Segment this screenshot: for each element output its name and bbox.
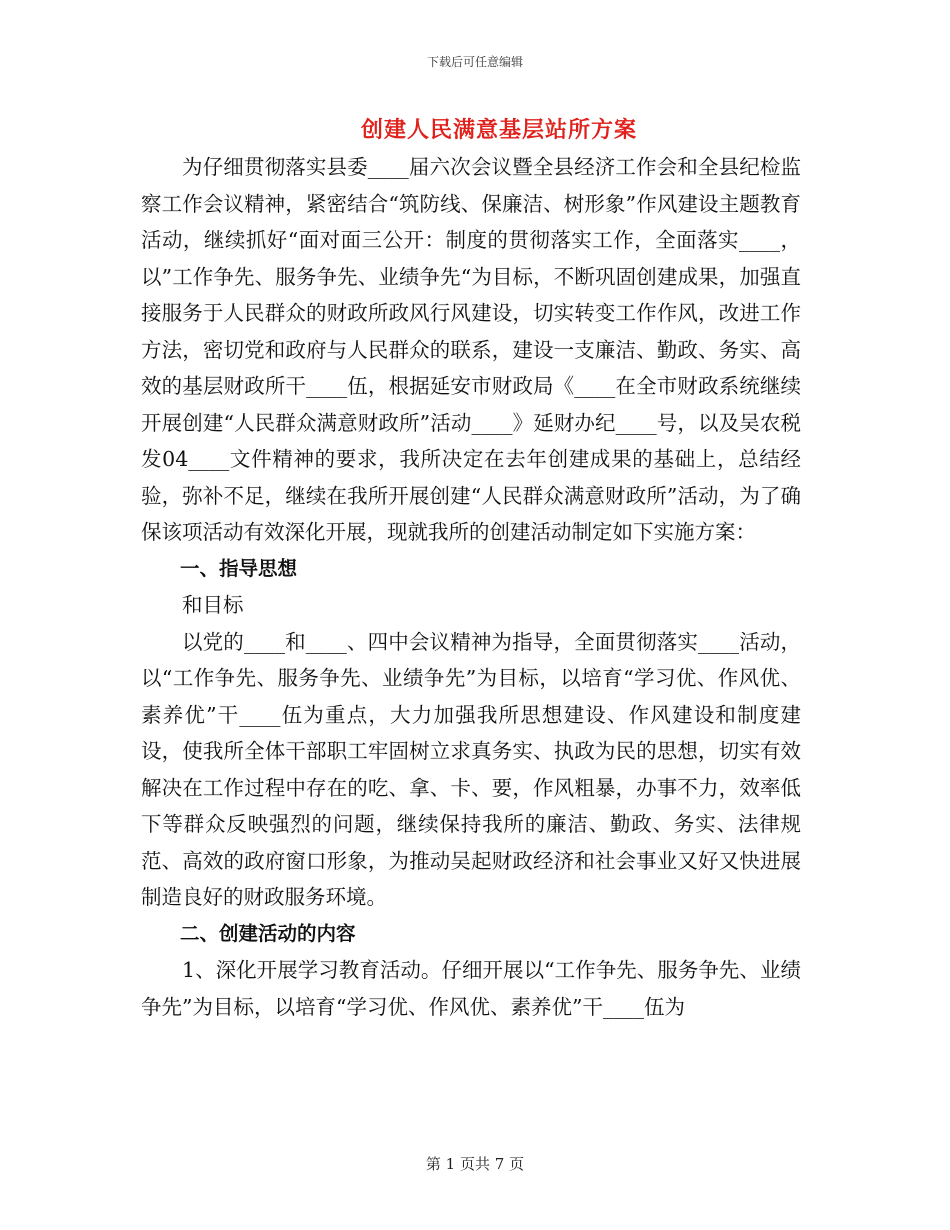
- document-body: [141, 149, 801, 1025]
- item-1-paragraph: 1、深化开展学习教育活动。仔细开展以“工作争先、服务争先、业绩争先”为目标，以培育“学习优、作风优、素养优”干____伍为: [141, 958, 801, 1019]
- guide-paragraph: 以党的____和____、四中会议精神为指导，全面贯彻落实____活动，以“工作争先、服务争先、业绩争先”为目标，以培育“学习优、作风优、素养优”干____伍为重点，大力加强我所思想建设、作风建设和制度建设，使我所全体干部职工牢固树立求真务实、执政为民的思想，切实有效解决在工作过程中存在的吃、拿、卡、要，作风粗暴，办事不力，效率低下等群众反映强烈的问题，继续保持我所的廉洁、勤政、务实、法律规范、高效的政府窗口形象，为推动吴起财政经济和社会事业又好又快进展制造良好的财政服务环境。: [141, 629, 801, 909]
- section-heading-1: 一、指导思想: [180, 556, 298, 580]
- section-heading-2: 二、创建活动的内容: [180, 921, 356, 945]
- page-footer: 第 1 页共 7 页: [425, 1155, 525, 1173]
- header-note: 下载后可任意编辑: [426, 55, 523, 69]
- intro-paragraph: 为仔细贯彻落实县委____届六次会议暨全县经济工作会和全县纪检监察工作会议精神，紧密结合“筑防线、保廉洁、树形象”作风建设主题教育活动，继续抓好“面对面三公开：制度的贯彻落实工作，全面落实____，以”工作争先、服务争先、业绩争先“为目标，不断巩固创建成果，加强直接服务于人民群众的财政所政风行风建设，切实转变工作作风，改进工作方法，密切党和政府与人民群众的联系，建设一支廉洁、勤政、务实、高效的基层财政所干____伍，根据延安市财政局《____在全市财政系统继续开展创建“人民群众满意财政所”活动____》延财办纪____号，以及吴农税发04____文件精神的要求，我所决定在去年创建成果的基础上，总结经验，弥补不足，继续在我所开展创建“人民群众满意财政所”活动，为了确保该项活动有效深化开展，现就我所的创建活动制定如下实施方案：: [141, 155, 801, 544]
- document-title: 创建人民满意基层站所方案: [360, 117, 637, 143]
- section-heading-1-continued: 和目标: [182, 593, 244, 617]
